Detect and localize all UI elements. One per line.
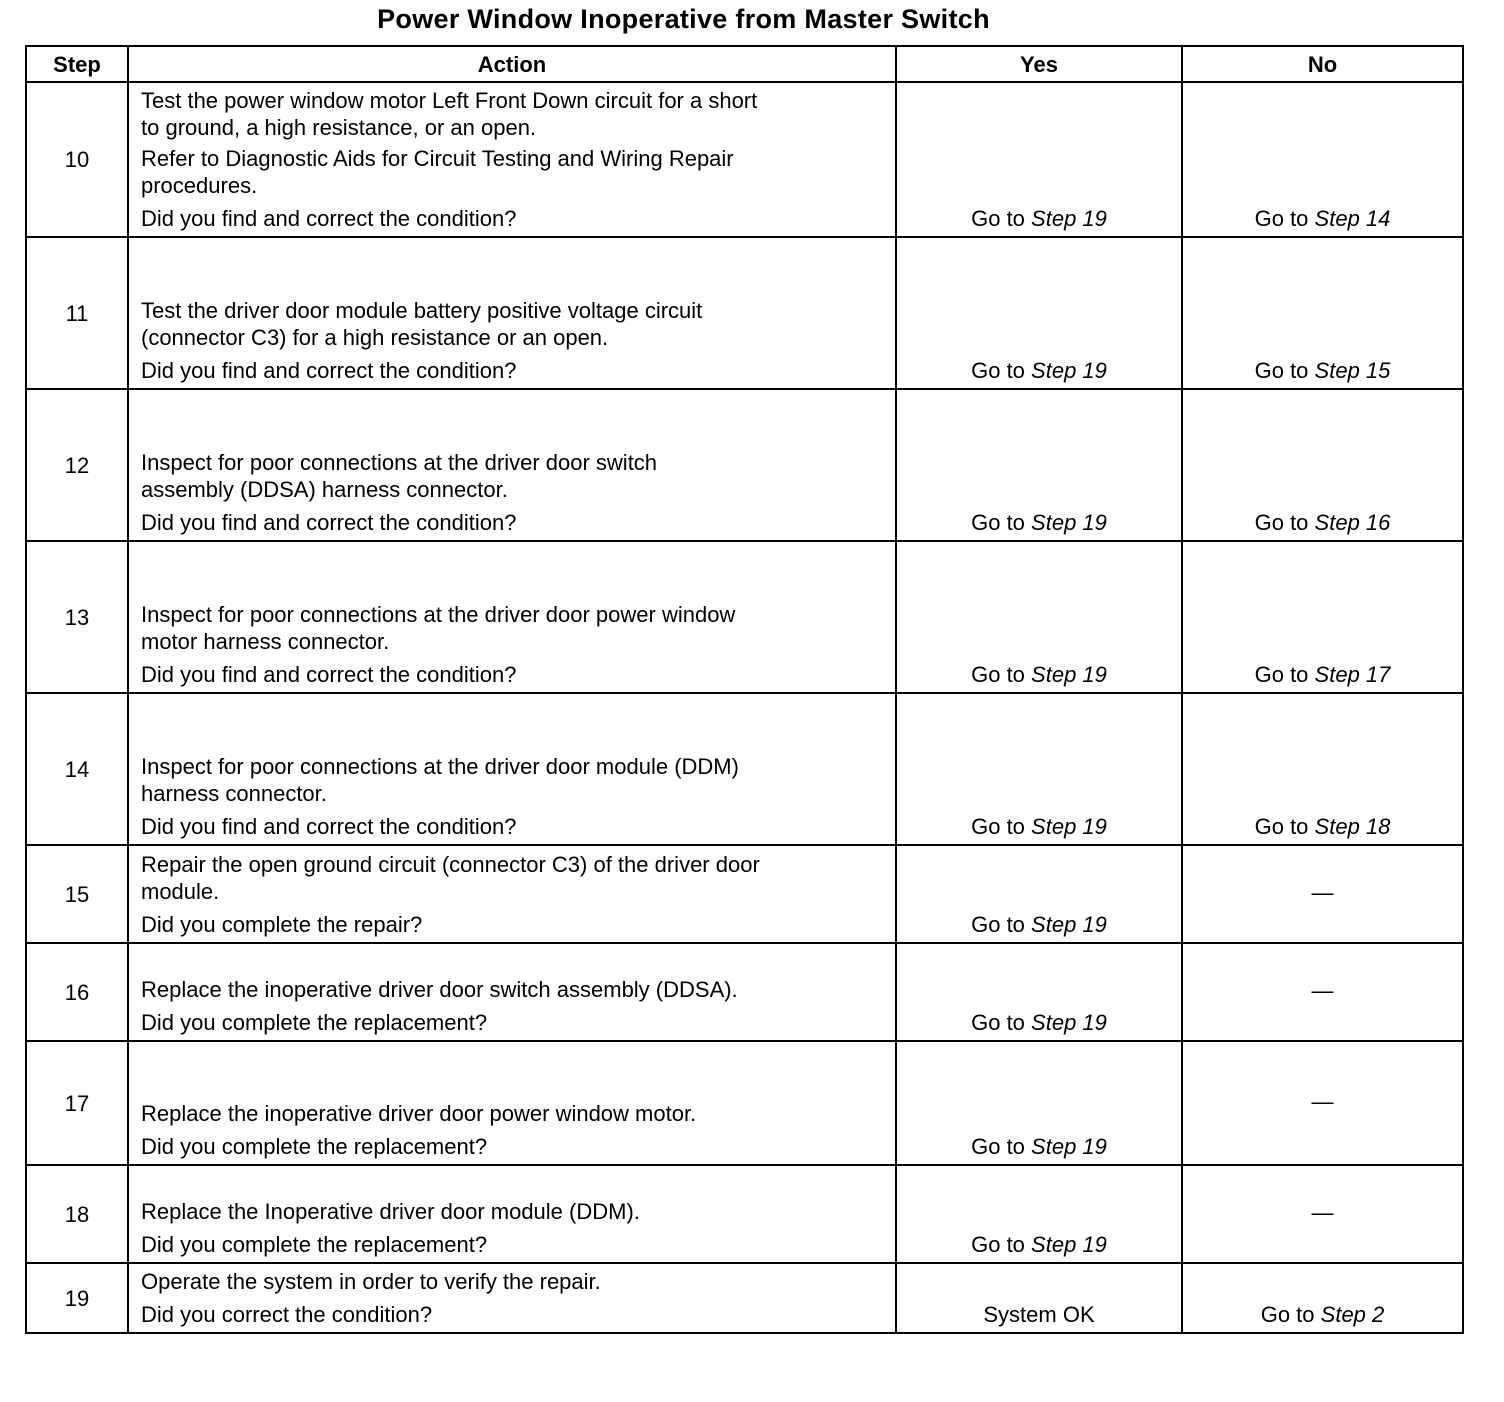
yes-step-link: Step 19 (1031, 912, 1107, 937)
yes-step-link: Step 19 (1031, 1010, 1107, 1035)
step-number: 11 (26, 237, 128, 389)
step-number: 13 (26, 541, 128, 693)
no-prefix: Go to (1260, 1302, 1315, 1327)
step-number: 16 (26, 943, 128, 1041)
no-cell (1182, 389, 1463, 541)
header-row (26, 46, 1463, 82)
action-question: Did you correct the condition? (141, 1302, 433, 1327)
action-text: Replace the Inoperative driver door module (DDM). (141, 1199, 640, 1224)
action-text: Repair the open ground circuit (connector C3) of the driver door module. (141, 852, 760, 904)
yes-prefix: Go to (971, 912, 1025, 937)
table-row (26, 389, 1463, 541)
table-row (26, 943, 1463, 1041)
no-cell (1182, 693, 1463, 845)
step-number: 14 (26, 693, 128, 845)
yes-prefix: Go to (971, 358, 1025, 383)
action-question: Did you find and correct the condition? (141, 358, 517, 383)
step-number: 10 (26, 82, 128, 237)
action-question: Did you complete the replacement? (141, 1134, 488, 1159)
action-question: Did you find and correct the condition? (141, 510, 517, 535)
no-dash: — (1182, 845, 1463, 943)
no-cell (1182, 237, 1463, 389)
yes-prefix: Go to (971, 1010, 1025, 1035)
action-cell (128, 1165, 896, 1263)
action-question: Did you find and correct the condition? (141, 206, 517, 231)
yes-prefix: Go to (971, 510, 1025, 535)
action-text: Inspect for poor connections at the driver door switch assembly (DDSA) harness connector. (141, 450, 658, 502)
step-number: 17 (26, 1041, 128, 1165)
no-step-link: Step 14 (1314, 206, 1391, 231)
yes-cell (896, 389, 1182, 541)
action-cell (128, 541, 896, 693)
action-question: Did you find and correct the condition? (141, 662, 517, 687)
action-cell (128, 845, 896, 943)
action-question: Did you find and correct the condition? (141, 814, 517, 839)
table-row (26, 693, 1463, 845)
no-dash: — (1182, 1041, 1463, 1165)
no-step-link: Step 15 (1314, 358, 1391, 383)
header-action: Action (128, 46, 896, 82)
no-cell (1182, 541, 1463, 693)
yes-cell (896, 943, 1182, 1041)
action-question: Did you complete the replacement? (141, 1232, 488, 1257)
yes-cell (896, 1041, 1182, 1165)
no-step-link: Step 17 (1314, 662, 1391, 687)
action-text: Inspect for poor connections at the driver door module (DDM) harness connector. (141, 754, 739, 806)
action-cell (128, 82, 896, 237)
yes-cell (896, 1165, 1182, 1263)
step-number: 18 (26, 1165, 128, 1263)
yes-cell (896, 237, 1182, 389)
no-dash: — (1182, 1165, 1463, 1263)
action-text: Inspect for poor connections at the driver door power window motor harness connector. (141, 602, 736, 654)
yes-prefix: Go to (971, 814, 1025, 839)
header-no: No (1182, 46, 1463, 82)
action-text: Test the power window motor Left Front Down circuit for a short to ground, a high resistance, or an open. (141, 88, 758, 140)
action-text: Test the driver door module battery positive voltage circuit (connector C3) for a high resistance or an open. (141, 298, 703, 350)
yes-step-link: Step 19 (1031, 814, 1107, 839)
header-step: Step (26, 46, 128, 82)
yes-cell (896, 541, 1182, 693)
action-text: Operate the system in order to verify the repair. (141, 1269, 601, 1294)
step-number: 12 (26, 389, 128, 541)
table-row (26, 541, 1463, 693)
table-row (26, 845, 1463, 943)
table-row (26, 82, 1463, 237)
no-dash: — (1182, 943, 1463, 1041)
action-question: Did you complete the repair? (141, 912, 423, 937)
yes-step-link: Step 19 (1031, 662, 1107, 687)
yes-cell (896, 82, 1182, 237)
no-step-link: Step 18 (1314, 814, 1391, 839)
no-cell (1182, 1263, 1463, 1333)
yes-step-link: Step 19 (1031, 510, 1107, 535)
step-number: 19 (26, 1263, 128, 1333)
page-title: Power Window Inoperative from Master Switch (377, 4, 990, 34)
table-row (26, 1165, 1463, 1263)
yes-prefix: Go to (971, 206, 1025, 231)
action-question: Did you complete the replacement? (141, 1010, 488, 1035)
yes-step-link: Step 19 (1031, 206, 1107, 231)
action-cell (128, 1041, 896, 1165)
no-prefix: Go to (1254, 510, 1309, 535)
yes-prefix: Go to (971, 1134, 1025, 1159)
yes-prefix: Go to (971, 1232, 1025, 1257)
yes-cell (896, 693, 1182, 845)
action-cell (128, 1263, 896, 1333)
action-note: Refer to Diagnostic Aids for Circuit Testing and Wiring Repair procedures. (141, 146, 734, 198)
yes-prefix: Go to (971, 662, 1025, 687)
no-prefix: Go to (1254, 662, 1309, 687)
table-row (26, 1263, 1463, 1333)
action-cell (128, 693, 896, 845)
yes-step-link: Step 19 (1031, 1232, 1107, 1257)
yes-step-link: Step 19 (1031, 358, 1107, 383)
table-row (26, 1041, 1463, 1165)
no-prefix: Go to (1254, 358, 1309, 383)
yes-cell: System OK (896, 1263, 1182, 1333)
no-cell (1182, 82, 1463, 237)
action-cell (128, 943, 896, 1041)
action-cell (128, 237, 896, 389)
action-text: Replace the inoperative driver door power window motor. (141, 1101, 697, 1126)
step-number: 15 (26, 845, 128, 943)
no-step-link: Step 2 (1320, 1302, 1385, 1327)
no-prefix: Go to (1254, 206, 1309, 231)
action-text: Replace the inoperative driver door switch assembly (DDSA). (141, 977, 738, 1002)
header-yes: Yes (896, 46, 1182, 82)
no-step-link: Step 16 (1314, 510, 1391, 535)
yes-cell (896, 845, 1182, 943)
no-prefix: Go to (1254, 814, 1309, 839)
diagnostic-table (25, 45, 1464, 1334)
yes-step-link: Step 19 (1031, 1134, 1107, 1159)
table-row (26, 237, 1463, 389)
action-cell (128, 389, 896, 541)
